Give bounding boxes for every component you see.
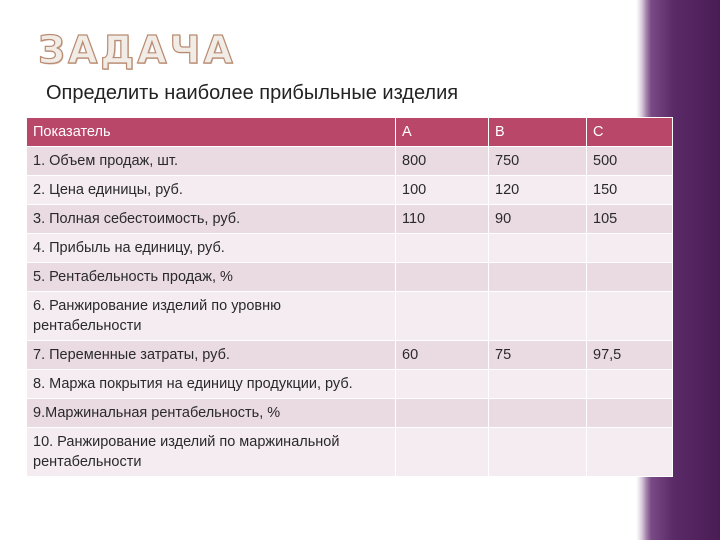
header-indicator: Показатель xyxy=(27,118,396,147)
product-b-cell xyxy=(489,292,587,341)
table-row xyxy=(27,234,673,263)
product-a-cell xyxy=(396,399,489,428)
table-row xyxy=(27,399,673,428)
table-row xyxy=(27,263,673,292)
product-a-cell: 100 xyxy=(396,176,489,205)
indicators-table xyxy=(26,117,673,477)
indicator-cell: 9.Маржинальная рентабельность, % xyxy=(27,399,396,428)
table-row xyxy=(27,341,673,370)
indicator-cell: 3. Полная себестоимость, руб. xyxy=(27,205,396,234)
product-a-cell: 110 xyxy=(396,205,489,234)
product-c-cell xyxy=(587,263,673,292)
product-a-cell: 800 xyxy=(396,147,489,176)
table-row xyxy=(27,147,673,176)
indicator-cell: 4. Прибыль на единицу, руб. xyxy=(27,234,396,263)
table-row xyxy=(27,205,673,234)
product-b-cell: 90 xyxy=(489,205,587,234)
indicator-cell: 6. Ранжирование изделий по уровню рентабельности xyxy=(27,292,396,341)
product-c-cell: 150 xyxy=(587,176,673,205)
product-c-cell xyxy=(587,370,673,399)
product-c-cell xyxy=(587,399,673,428)
header-product-b: B xyxy=(489,118,587,147)
product-a-cell xyxy=(396,263,489,292)
product-a-cell xyxy=(396,234,489,263)
table-row xyxy=(27,428,673,477)
product-c-cell: 105 xyxy=(587,205,673,234)
indicator-cell: 7. Переменные затраты, руб. xyxy=(27,341,396,370)
product-a-cell xyxy=(396,370,489,399)
indicator-cell: 8. Маржа покрытия на единицу продукции, руб. xyxy=(27,370,396,399)
header-product-a: A xyxy=(396,118,489,147)
product-a-cell xyxy=(396,428,489,477)
header-product-c: C xyxy=(587,118,673,147)
product-b-cell: 120 xyxy=(489,176,587,205)
product-c-cell xyxy=(587,292,673,341)
product-b-cell xyxy=(489,263,587,292)
product-c-cell xyxy=(587,234,673,263)
indicator-cell: 2. Цена единицы, руб. xyxy=(27,176,396,205)
table-row xyxy=(27,176,673,205)
product-a-cell: 60 xyxy=(396,341,489,370)
product-c-cell: 500 xyxy=(587,147,673,176)
slide-title: ЗАДАЧА xyxy=(38,28,236,72)
slide-subtitle: Определить наиболее прибыльные изделия xyxy=(46,82,459,104)
table-header-row xyxy=(27,118,673,147)
table-row xyxy=(27,370,673,399)
product-b-cell: 75 xyxy=(489,341,587,370)
indicator-cell: 10. Ранжирование изделий по маржинальной рентабельности xyxy=(27,428,396,477)
product-c-cell: 97,5 xyxy=(587,341,673,370)
product-c-cell xyxy=(587,428,673,477)
table-row xyxy=(27,292,673,341)
indicator-cell: 1. Объем продаж, шт. xyxy=(27,147,396,176)
product-b-cell xyxy=(489,428,587,477)
indicator-cell: 5. Рентабельность продаж, % xyxy=(27,263,396,292)
product-b-cell xyxy=(489,370,587,399)
product-b-cell xyxy=(489,399,587,428)
product-b-cell xyxy=(489,234,587,263)
product-a-cell xyxy=(396,292,489,341)
product-b-cell: 750 xyxy=(489,147,587,176)
